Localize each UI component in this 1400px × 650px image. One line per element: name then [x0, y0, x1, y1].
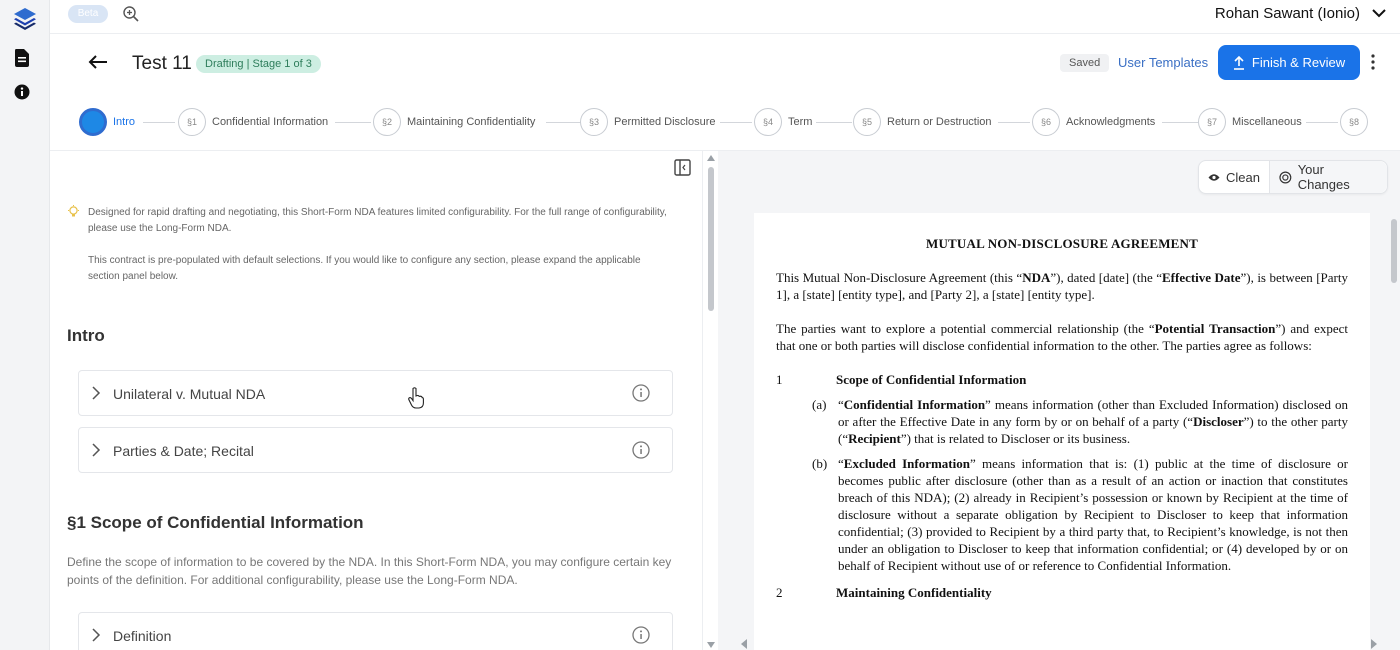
changes-circle-icon [1279, 171, 1292, 184]
step-connector [720, 122, 752, 123]
text-run: ”) that is related to Discloser or its business. [900, 431, 1131, 446]
clause-heading: Maintaining Confidentiality [836, 585, 992, 600]
defined-term-nda: NDA [1022, 270, 1051, 285]
step-connector [1162, 122, 1198, 123]
section-stepper [50, 94, 1400, 151]
text-run: The parties want to explore a potential commercial relationship (the “ [776, 321, 1155, 336]
text-run: ”), dated [date] (the “ [1050, 270, 1162, 285]
text-run: ” means information that is: (1) public at the time of disclosure or becomes public after disclosure (other than as a result of an action or inaction that constitutes breach of this NDA); (2) already in Recipient’s possession or known by Recipient at the time of disclosure without a separate obligation by Recipient to Discloser to keep that information confidential; (3) provided to Recipient by a third party that, to Recipient’s knowledge, is not then under an obligation to Discloser to keep that information confidential; or (4) developed by or on behalf of Recipient without use of or reference to Confidential Information. [838, 456, 1348, 573]
scroll-left-icon[interactable] [740, 639, 748, 649]
defined-term-potential-transaction: Potential Transaction [1154, 321, 1276, 336]
clause-number: 1 [776, 372, 783, 387]
item-text [838, 455, 1348, 574]
text-run: ” means information (other than Excluded Information) disclosed on or after the Effective Date in any form by or on behalf of a party (“ [838, 397, 1348, 429]
text-run: ”), is between [Party 1], a [state] [entity type], and [Party 2], a [state] [entity type]. [776, 270, 1348, 302]
panel-toggle-icon[interactable] [674, 159, 691, 176]
intro-paragraph [776, 269, 1348, 303]
more-vertical-icon[interactable] [1370, 54, 1376, 70]
step-label: Permitted Disclosure [614, 116, 716, 128]
section-heading-intro: Intro [67, 326, 105, 345]
info-tip-text: Designed for rapid drafting and negotiating, this Short-Form NDA features limited configurability. For the full range of configurability, please use the Long-Form NDA. [88, 207, 667, 234]
chevron-right-icon [91, 628, 101, 642]
info-circle-icon[interactable] [632, 384, 650, 402]
info-circle-icon[interactable] [632, 626, 650, 644]
hand-pointer-icon [408, 387, 424, 409]
step-connector [335, 122, 371, 123]
accordion-definition[interactable] [78, 612, 673, 650]
text-run: This Mutual Non-Disclosure Agreement (this “ [776, 270, 1023, 285]
step-label: Confidential Information [212, 116, 329, 128]
defined-term: Recipient [848, 431, 901, 446]
step-number: §6 [1032, 108, 1060, 136]
step-marker [79, 108, 107, 136]
document-header [50, 34, 1400, 94]
your-changes-label: Your Changes [1297, 162, 1350, 192]
clean-view-option[interactable] [1199, 161, 1269, 193]
clause-2 [776, 584, 1348, 601]
accordion-title: Parties & Date; Recital [113, 443, 254, 459]
item-key: (b) [812, 456, 828, 471]
clause-item-a [776, 396, 1348, 447]
defined-term: Excluded Information [843, 456, 970, 471]
accordion-title: Definition [113, 628, 172, 644]
item-text [838, 396, 1348, 447]
step-number: §1 [178, 108, 206, 136]
step-label: Return or Destruction [887, 116, 992, 128]
step-connector [546, 122, 582, 123]
step-label: Intro [113, 116, 136, 128]
document-preview [718, 151, 1400, 650]
scrollbar-thumb[interactable] [1391, 219, 1397, 283]
back-arrow-icon[interactable] [88, 54, 108, 70]
defined-term: Confidential Information [843, 397, 986, 412]
chevron-right-icon [91, 443, 101, 457]
clean-view-label: Clean [1226, 169, 1260, 185]
step-permitted-disclosure[interactable] [580, 107, 715, 137]
step-number: §2 [373, 108, 401, 136]
step-return-or-destruction[interactable] [853, 107, 992, 137]
eye-icon [1208, 173, 1220, 182]
defined-term-effective-date: Effective Date [1161, 270, 1241, 285]
step-section-8[interactable] [1340, 107, 1368, 137]
configuration-panel [50, 151, 702, 650]
step-label: Miscellaneous [1232, 116, 1302, 128]
upload-icon [1233, 56, 1245, 70]
finish-review-label: Finish & Review [1251, 55, 1346, 70]
top-bar [50, 0, 1400, 34]
page-title: Test 11 [132, 53, 192, 74]
text-run: ”) to the other party (“ [838, 414, 1348, 446]
step-maintaining-confidentiality[interactable] [373, 107, 535, 137]
user-templates-link[interactable]: User Templates [1118, 55, 1209, 70]
section-heading-scope: §1 Scope of Confidential Information [67, 513, 364, 532]
app-rail [0, 0, 50, 650]
info-tip-text: This contract is pre-populated with default selections. If you would like to configure any section, please expand the applicable section panel below. [88, 255, 641, 282]
step-number: §7 [1198, 108, 1226, 136]
chevron-right-icon [91, 386, 101, 400]
left-scrollbar[interactable] [702, 151, 718, 650]
layers-logo-icon[interactable] [13, 6, 37, 30]
document-scrollbar[interactable] [1388, 201, 1400, 650]
step-connector [143, 122, 175, 123]
step-connector [998, 122, 1030, 123]
clause-item-b [776, 455, 1348, 574]
document-page [754, 213, 1370, 650]
accordion-parties-date-recital[interactable] [78, 427, 673, 473]
beta-badge: Beta [68, 5, 108, 23]
step-intro[interactable] [79, 107, 135, 137]
defined-term: Discloser [1193, 414, 1244, 429]
view-mode-toggle [1198, 160, 1388, 194]
accordion-unilateral-mutual[interactable] [78, 370, 673, 416]
scrollbar-thumb[interactable] [708, 167, 714, 311]
text-run: ”) and expect that one or both parties will disclose confidential information to the other. The parties agree as follows: [776, 321, 1348, 353]
item-key: (a) [812, 397, 827, 412]
text-run: “ [838, 397, 844, 412]
horizontal-scrollbar[interactable] [718, 637, 1388, 650]
document-title: MUTUAL NON-DISCLOSURE AGREEMENT [925, 236, 1198, 251]
step-number: §5 [853, 108, 881, 136]
chevron-down-icon[interactable] [1372, 8, 1386, 18]
clause-number: 2 [776, 585, 783, 600]
step-miscellaneous[interactable] [1198, 107, 1302, 137]
step-label: Maintaining Confidentiality [407, 116, 536, 128]
accordion-title: Unilateral v. Mutual NDA [113, 386, 266, 402]
step-acknowledgments[interactable] [1032, 107, 1155, 137]
step-label: Acknowledgments [1066, 116, 1156, 128]
step-number: §8 [1340, 108, 1368, 136]
text-run: “ [838, 456, 844, 471]
lightbulb-icon [67, 205, 80, 218]
scroll-up-icon[interactable] [707, 155, 715, 161]
step-connector [1306, 122, 1338, 123]
step-label: Term [788, 116, 813, 128]
user-menu-name[interactable]: Rohan Sawant (Ionio) [1214, 5, 1360, 22]
status-badge: Drafting | Stage 1 of 3 [196, 55, 321, 73]
section-description: Define the scope of information to be covered by the NDA. In this Short-Form NDA, you may configure certain key points of the definition. For additional configurability, please use the Long-Form NDA. [67, 555, 672, 587]
info-icon[interactable] [14, 84, 30, 100]
step-number: §4 [754, 108, 782, 136]
finish-review-button[interactable] [1218, 45, 1360, 80]
info-circle-icon[interactable] [632, 441, 650, 459]
scroll-down-icon[interactable] [707, 642, 715, 648]
recital-paragraph [776, 320, 1348, 354]
scroll-right-icon[interactable] [1370, 639, 1378, 649]
step-connector [816, 122, 852, 123]
step-confidential-information[interactable] [178, 107, 328, 137]
step-term[interactable] [754, 107, 812, 137]
clause-1 [776, 371, 1348, 388]
your-changes-option[interactable] [1269, 161, 1387, 193]
document-icon[interactable] [14, 49, 30, 67]
step-number: §3 [580, 108, 608, 136]
saved-badge: Saved [1060, 54, 1109, 72]
zoom-in-icon[interactable] [122, 5, 140, 23]
clause-heading: Scope of Confidential Information [836, 372, 1027, 387]
